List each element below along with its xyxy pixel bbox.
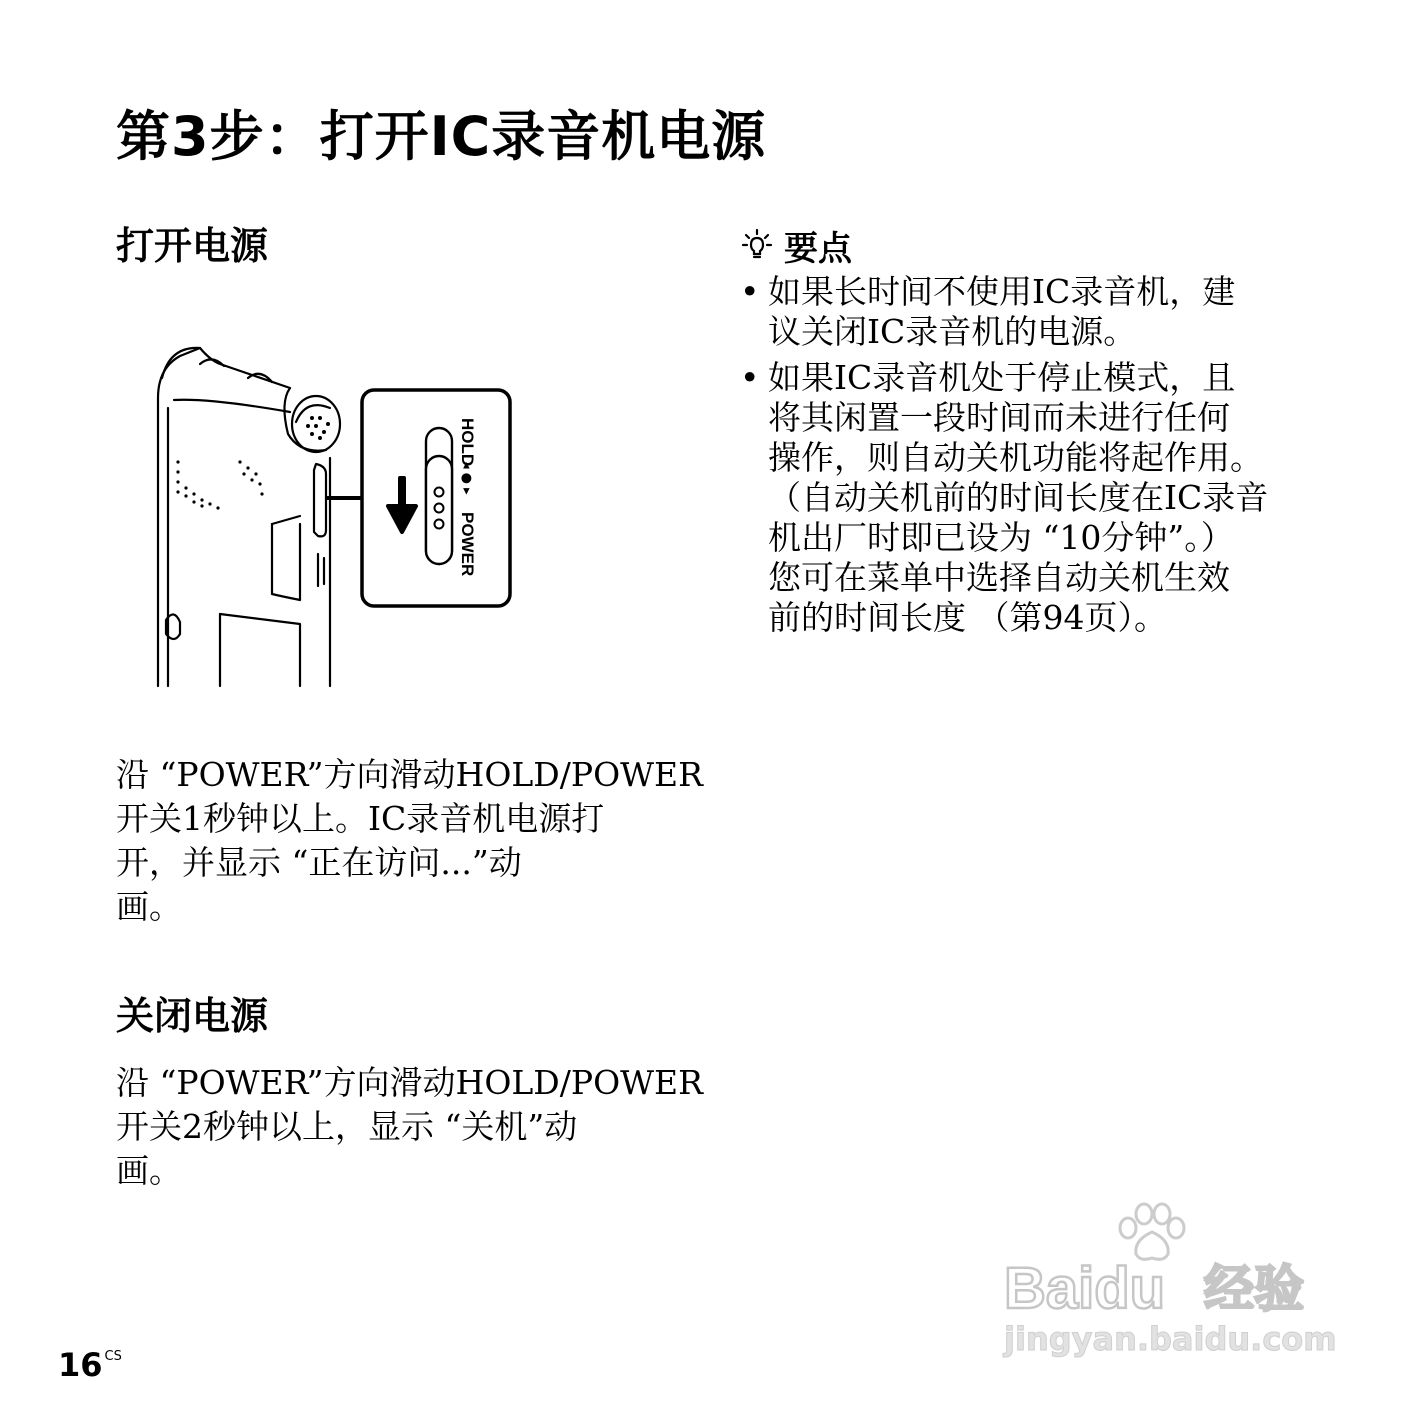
bullet: •	[740, 358, 760, 397]
text-line: 开关2秒钟以上，显示 “关机”动	[116, 1107, 578, 1146]
text-line: 您可在菜单中选择自动关机生效	[768, 558, 1230, 597]
lightbulb-icon	[740, 228, 774, 262]
recorder-illustration	[140, 338, 520, 690]
hint-heading	[740, 222, 1340, 268]
text-line: 将其闲置一段时间而未进行任何	[768, 398, 1230, 437]
text-line: 开，并显示 “正在访问...”动	[116, 843, 522, 882]
watermark-url: jingyan.baidu.com	[1004, 1320, 1337, 1358]
text-line: 画。	[116, 887, 182, 926]
switch-label-hold: HOLD	[458, 418, 477, 467]
text-line: （自动关机前的时间长度在IC录音	[768, 478, 1269, 517]
text-line: 画。	[116, 1151, 182, 1190]
text-line: 前的时间长度 （第94页）。	[768, 598, 1167, 637]
section-heading-power-off: 关闭电源	[116, 994, 269, 1038]
section-heading-power-on: 打开电源	[116, 224, 269, 268]
text-line: 机出厂时即已设为 “10分钟”。）	[768, 518, 1234, 557]
watermark-brand: Baidu	[1004, 1256, 1166, 1321]
text-line: 沿 “POWER”方向滑动HOLD/POWER	[116, 755, 703, 794]
watermark-product: 经验	[1204, 1260, 1304, 1318]
watermark	[1000, 1196, 1340, 1376]
paw-icon	[1112, 1202, 1192, 1264]
page-number-suffix: CS	[104, 1349, 122, 1364]
list-item	[740, 272, 1340, 352]
page-number	[58, 1346, 122, 1384]
power-off-instructions	[116, 1061, 706, 1193]
text-line: 开关1秒钟以上。IC录音机电源打	[116, 799, 605, 838]
power-on-instructions	[116, 753, 706, 929]
text-line: 如果长时间不使用IC录音机，建	[768, 272, 1236, 311]
page-title: 第3步：打开IC录音机电源	[116, 105, 767, 168]
switch-label-power: POWER	[458, 512, 477, 577]
bullet: •	[740, 272, 760, 311]
hint-title: 要点	[784, 228, 852, 269]
text-line: 沿 “POWER”方向滑动HOLD/POWER	[116, 1063, 703, 1102]
hint-list	[740, 272, 1340, 638]
hint-block	[740, 222, 1340, 644]
text-line: 议关闭IC录音机的电源。	[768, 312, 1137, 351]
switch-mark: ◂ ● ▸	[459, 462, 474, 495]
text-line: 如果IC录音机处于停止模式，且	[768, 358, 1236, 397]
page-number-value: 16	[58, 1346, 103, 1384]
brand-logo	[1004, 1256, 1340, 1322]
list-item	[740, 358, 1340, 638]
text-line: 操作，则自动关机功能将起作用。	[768, 438, 1263, 477]
